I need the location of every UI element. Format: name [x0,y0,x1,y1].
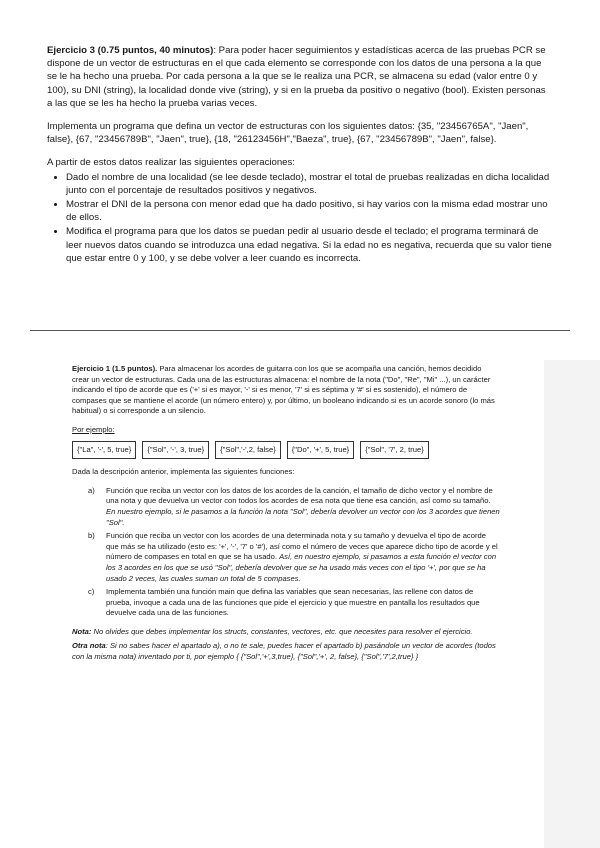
chord-box-2: {"Sol", '-', 3, true} [142,441,209,460]
note-text: No olvides que debes implementar los structs, constantes, vectores, etc. que necesites para resolver el ejercicio. [91,626,473,636]
exercise-1-title: Ejercicio 1 (1.5 puntos). [72,364,158,373]
exercise-1-section [72,364,500,667]
chord-box-3: {"Sol",'-',2, false} [215,441,281,460]
op-item-3: • Modifica el programa para que los datos se puedan pedir al usuario desde el teclado; el programa terminará de leer nuevos datos cuando se introduzca una edad negativa. Si la edad no es negativa, recuerda que su valor tiene que estar entre 0 y 100, y se debe volver a leer cuando es incorrecta. [66,225,553,265]
note [72,627,500,638]
function-item-b [88,531,500,584]
notes [72,627,500,663]
item-text: Función que reciba un vector con los datos de los acordes de la canción, el tamaño de dicho vector y el nombre de una nota y que devuelva un vector con todos los acordes de esa nota que tiene esa canción, así como su tamaño. [106,485,493,506]
op-item-1: • Dado el nombre de una localidad (se lee desde teclado), mostrar el total de pruebas realizadas en dicha localidad junto con el porcentaje de resultados positivos y negativos. [66,171,553,197]
exercise-3-section [47,44,553,266]
other-note-text: : Si no sabes hacer el apartado a), o no te sale, puedes hacer el apartado b) pasándole un vector de acordes (todos con la misma nota) inventado por ti, por ejemplo { {"Sol",'+',3,true}, {"Sol",'+', 2, false}, {"Sol",'7',2,true} } [72,641,496,662]
item-marker: b) [88,531,95,541]
exercise-1-intro [72,364,500,417]
item-text: Función que reciba un vector con los acordes de una determinada nota y su tamaño y devuelva el tipo de acorde que más se ha utilizado (esto es: '+', '-', '7' o '#'), así como el número de veces que aparece dicho tipo de acorde y el número de compases en total en que se ha usado. [106,531,498,562]
item-text: Implementa también una función main que defina las variables que sean necesarias, las rellene con datos de prueba, invoque a cada una de las funciones que pide el ejercicio y que muestre en pantalla los resultados que devuelve cada una de las funciones. [106,587,480,618]
item-marker: c) [88,587,95,597]
item-example: En nuestro ejemplo, si le pasamos a la función la nota "Sol", debería devolver un vector con los 3 acordes que tienen "Sol". [106,506,500,527]
chord-box-4: {"Do", '+', 5, true} [287,441,354,460]
exercise-3-intro [47,44,553,110]
chord-examples [72,441,500,460]
side-panel [544,360,600,848]
functions-list [72,486,500,619]
exercise-3-title: Ejercicio 3 (0.75 puntos, 40 minutos) [47,45,214,56]
item-example: Así, en nuestro ejemplo, si pasamos a esta función el vector con los 3 acordes en los que se usó "Sol", debería devolver que se ha usado más veces con el tipo '+', por que se ha usado 2 veces, las cuales suman un total de 5 compases. [106,552,497,583]
other-note [72,641,500,662]
op-item-2: • Mostrar el DNI de la persona con menor edad que ha dado positivo, si hay varios con la misma edad mostrar uno de ellos. [66,198,553,224]
function-item-c [88,587,500,619]
exercise-3-intro-text: : Para poder hacer seguimientos y estadísticas acerca de las pruebas PCR se dispone de un vector de estructuras en el que cada elemento se corresponde con los datos de una persona a la que se le ha hecho una prueba. Por cada persona a la que se le realiza una PCR, se almacena su edad (valor entre 0 y 100), su DNI (string), la localidad donde vive (string), y si en la prueba da positivo o negativo (bool). Existen personas a las que se les ha hecho la prueba varias veces. [47,45,546,109]
exercise-3-ops-lead: A partir de estos datos realizar las siguientes operaciones: [47,157,295,169]
section-divider [30,330,570,331]
item-marker: a) [88,485,95,495]
other-note-label: Otra nota [72,641,106,651]
chord-box-1: {"La", '-', 5, true} [72,441,136,460]
exercise-3-implement: Implementa un programa que defina un vector de estructuras con los siguientes datos: {35, "23456765A", "Jaen", false}, {67, "23456789B", "Jaen", true}, {18, "26123456H","Baeza", true}, {67, "23456789B", "Jaen", false}. [47,121,529,146]
example-label: Por ejemplo: [72,424,115,434]
chord-box-5: {"Sol", '7', 2, true} [360,441,429,460]
functions-lead: Dada la descripción anterior, implementa las siguientes funciones: [72,467,295,477]
function-item-a [88,486,500,528]
exercise-1-intro-text: Para almacenar los acordes de guitarra con los que se acompaña una canción, hemos decidido crear un vector de estructuras. Cada una de las estructuras almacena: el nombre de la nota ("Do", "Re", "Mi" ...), un carácter indicando el tipo de acorde que es ('+' si es mayor, '-' si es menor, '7' si es séptima y '#' si es sostenido), el número de compases que se mantiene el acorde (un número entero) y, por último, un booleano indicando si es un acorde sonoro (lo más habitual) o si corresponde a un silencio. [72,364,495,416]
exercise-3-ops-list [47,171,553,265]
note-label: Nota: [72,626,92,636]
